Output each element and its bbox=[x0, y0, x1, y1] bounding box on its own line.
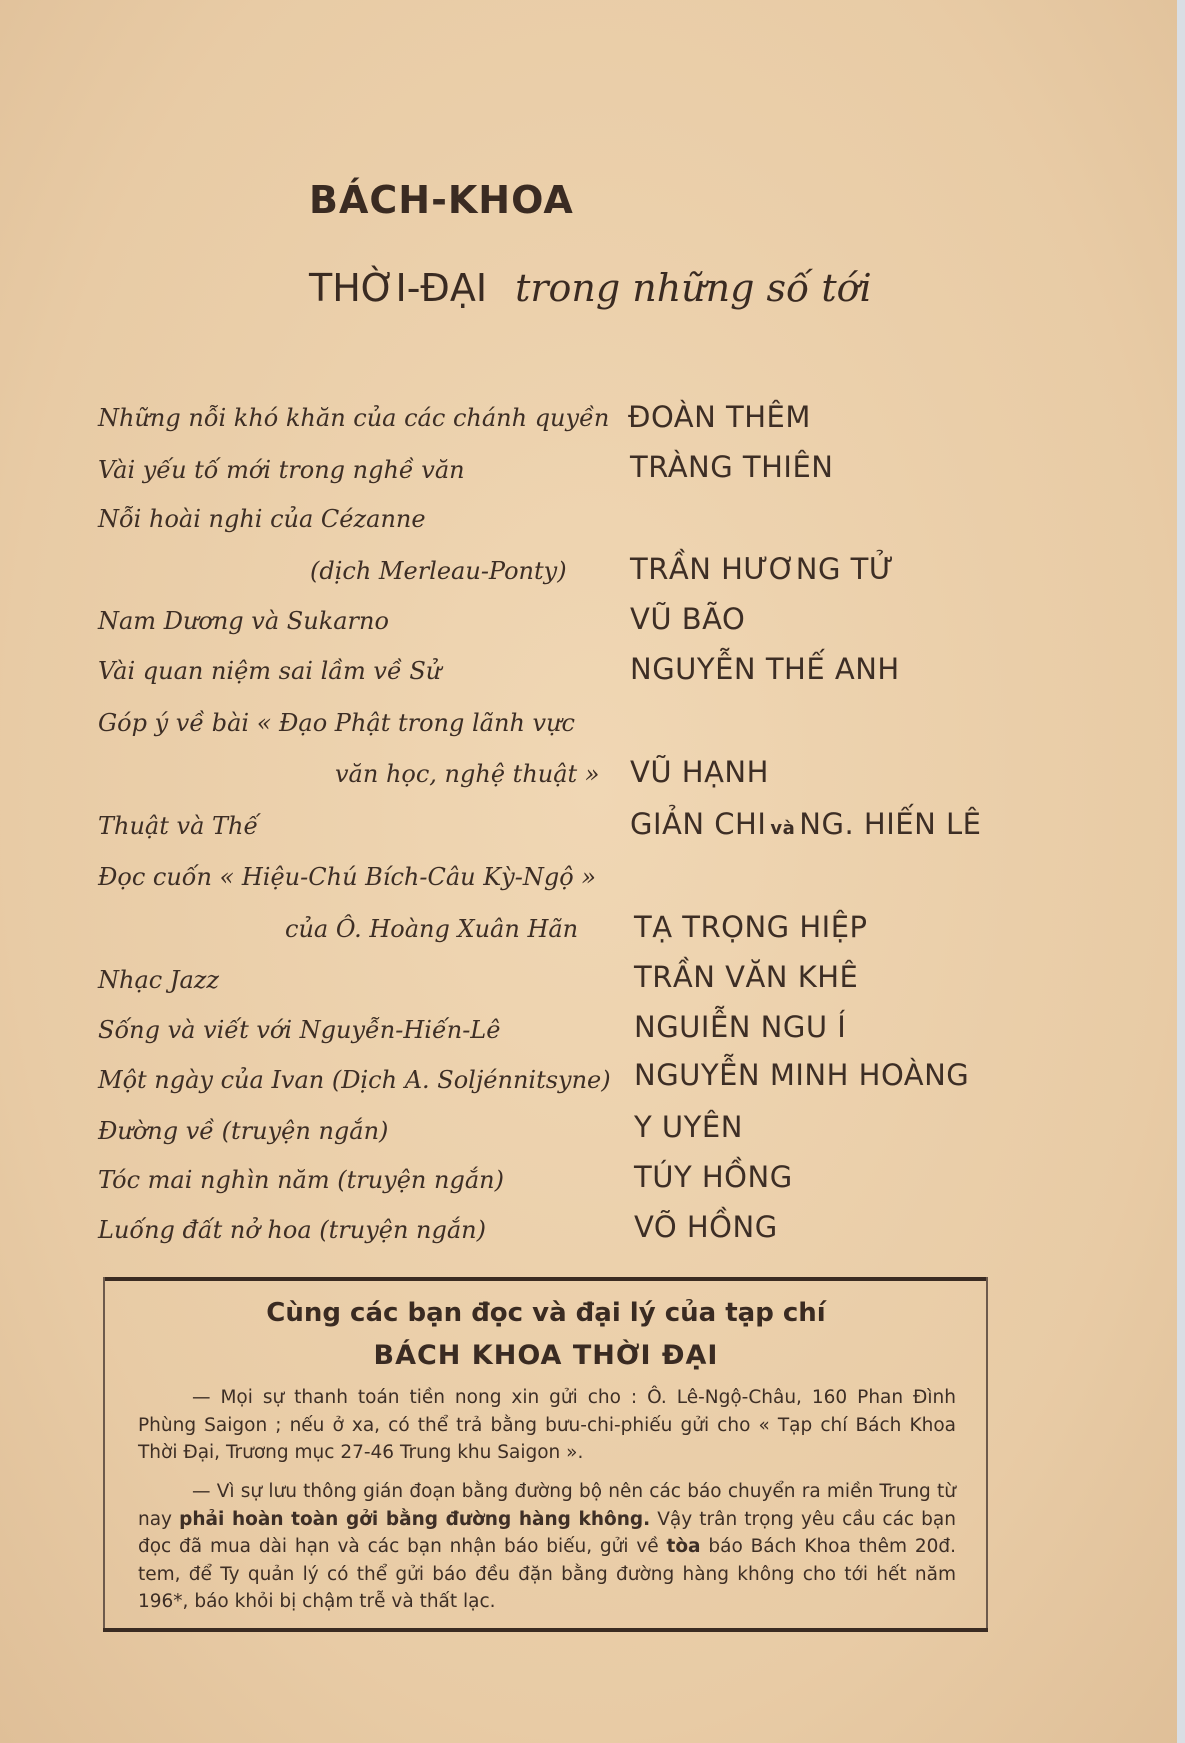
toc-author: TÚY HỒNG bbox=[634, 1160, 793, 1194]
toc-author: Y UYÊN bbox=[634, 1110, 743, 1144]
toc-author-2: NG. HIẾN LÊ bbox=[799, 807, 982, 841]
notice-box-right-rule bbox=[986, 1277, 988, 1632]
notice-paragraph-1 bbox=[138, 1384, 956, 1467]
toc-author bbox=[630, 807, 981, 841]
notice-paragraph-2-text-b: Vậy trân trọng yêu cầu các bạn đọc đã mua dài hạn và các bạn nhận báo biếu, gửi về bbox=[138, 1508, 956, 1557]
notice-paragraph-2-text-c: báo Bách Khoa thêm 20đ. tem, để Ty quản lý có thể gửi báo đều đặn bằng đường hàng không cho tới hết năm 196*, báo khỏi bị chậm trễ và thất lạc. bbox=[138, 1536, 957, 1612]
toc-title: Sống và viết với Nguyễn-Hiến-Lê bbox=[98, 1016, 501, 1044]
notice-paragraph-2-bold-a: phải hoàn toàn gởi bằng đường hàng không. bbox=[179, 1508, 651, 1530]
toc-title: Một ngày của Ivan (Dịch A. Soljénnitsyne) bbox=[98, 1066, 611, 1094]
toc-title: Vài quan niệm sai lầm về Sử bbox=[98, 657, 442, 685]
toc-title: Nỗi hoài nghi của Cézanne bbox=[98, 505, 426, 533]
toc-author: NGUYỄN THẾ ANH bbox=[630, 652, 900, 686]
toc-title: Góp ý về bài « Đạo Phật trong lãnh vực bbox=[98, 709, 575, 737]
notice-heading: Cùng các bạn đọc và đại lý của tạp chí bbox=[266, 1298, 826, 1328]
toc-author: TRÀNG THIÊN bbox=[630, 450, 834, 484]
toc-author: NGUIỄN NGU Í bbox=[634, 1010, 847, 1044]
toc-author: TRẦN VĂN KHÊ bbox=[634, 960, 859, 994]
toc-title: Đường về (truyện ngắn) bbox=[98, 1117, 389, 1145]
notice-paragraph-2-text-a: — Vì sự lưu thông gián đoạn bằng đường bộ nên các báo chuyển ra miền Trung từ nay bbox=[138, 1481, 956, 1530]
toc-title: Nam Dương và Sukarno bbox=[98, 607, 389, 635]
toc-author: ĐOÀN THÊM bbox=[628, 400, 811, 434]
toc-title: Luống đất nở hoa (truyện ngắn) bbox=[98, 1216, 486, 1244]
toc-title: Tóc mai nghìn năm (truyện ngắn) bbox=[98, 1166, 504, 1194]
notice-box-bottom-rule bbox=[103, 1628, 988, 1632]
masthead-title: BÁCH-KHOA bbox=[309, 178, 574, 222]
toc-title: Đọc cuốn « Hiệu-Chú Bích-Câu Kỳ-Ngộ » bbox=[98, 863, 596, 891]
toc-author: VÕ HỒNG bbox=[634, 1210, 778, 1244]
masthead-subtitle-italic: trong những số tới bbox=[515, 266, 872, 310]
notice-paragraph-2 bbox=[138, 1478, 956, 1616]
toc-title: Thuật và Thế bbox=[98, 812, 259, 840]
toc-title-continued: văn học, nghệ thuật » bbox=[335, 760, 600, 788]
toc-author: TẠ TRỌNG HIỆP bbox=[634, 910, 868, 944]
toc-author: VŨ HẠNH bbox=[630, 755, 769, 789]
notice-paragraph-1-text: — Mọi sự thanh toán tiền nong xin gửi cho : Ô. Lê-Ngộ-Châu, 160 Phan Đình Phùng Saigon ; nếu ở xa, có thể trả bằng bưu-chi-phiếu gửi cho « Tạp chí Bách Khoa Thời Đại, Trương mục 27-46 Trung khu Saigon ». bbox=[138, 1387, 956, 1463]
notice-box-left-rule bbox=[103, 1277, 105, 1632]
toc-author: TRẦN HƯƠNG TỬ bbox=[630, 552, 895, 586]
toc-author: NGUYỄN MINH HOÀNG bbox=[634, 1058, 970, 1092]
notice-paragraph-2-bold-b: tòa bbox=[666, 1536, 701, 1557]
notice-subheading: BÁCH KHOA THỜI ĐẠI bbox=[373, 1340, 719, 1371]
toc-title-continued: của Ô. Hoàng Xuân Hãn bbox=[285, 915, 579, 943]
toc-title: Vài yếu tố mới trong nghề văn bbox=[98, 456, 465, 484]
toc-title-continued: (dịch Merleau-Ponty) bbox=[310, 557, 567, 585]
toc-title: Nhạc Jazz bbox=[98, 966, 220, 994]
notice-box-top-rule bbox=[103, 1277, 988, 1281]
toc-author-1: GIẢN CHI bbox=[630, 807, 767, 841]
masthead-subtitle-upright: THỜI-ĐẠI bbox=[309, 266, 488, 310]
toc-author-conjunction: và bbox=[770, 818, 796, 839]
toc-title: Những nỗi khó khăn của các chánh quyền bbox=[98, 404, 610, 432]
toc-author: VŨ BÃO bbox=[630, 602, 746, 636]
